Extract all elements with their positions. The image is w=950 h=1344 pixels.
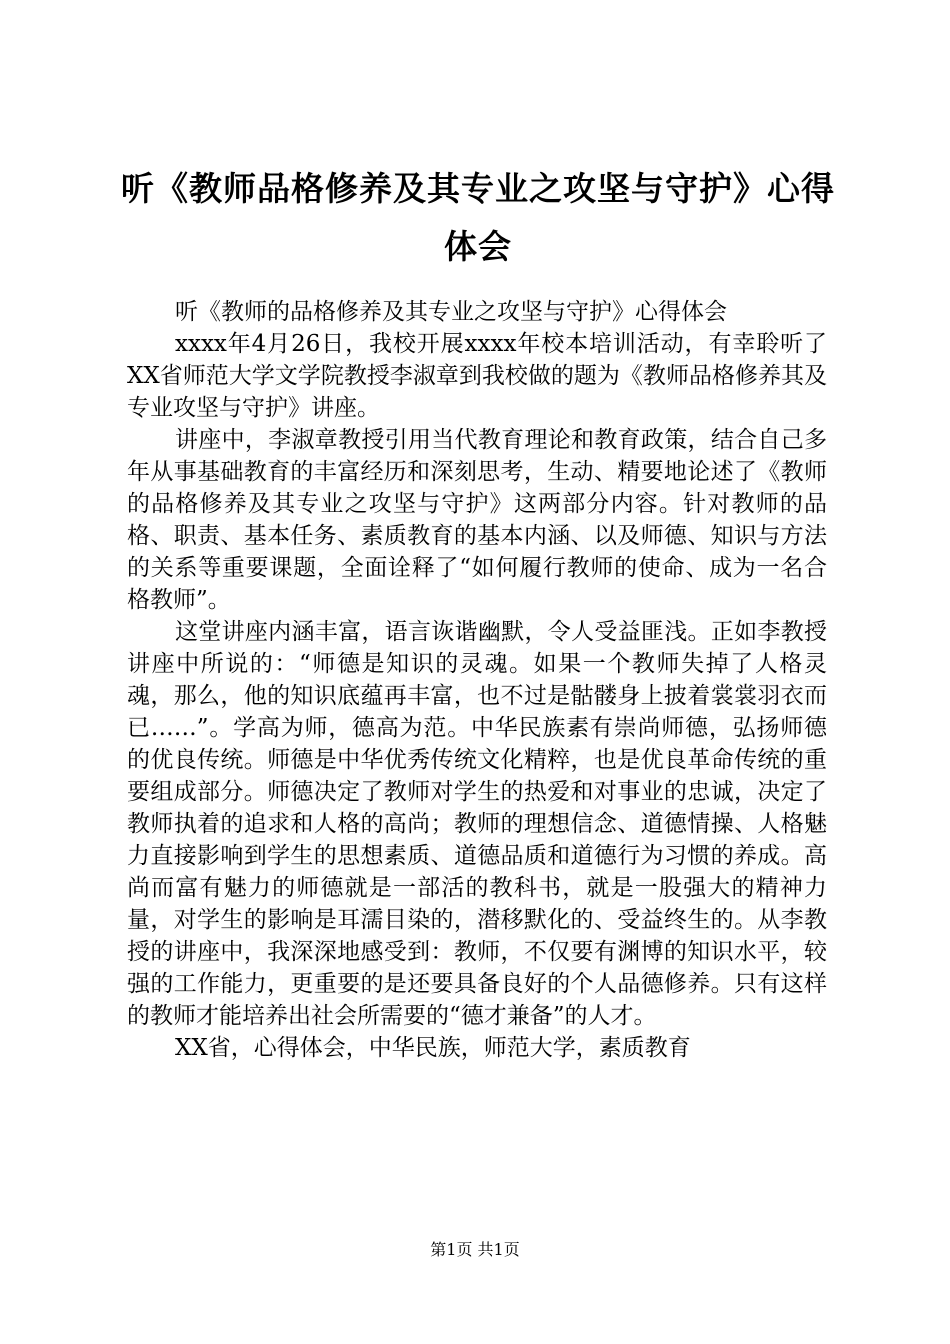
paragraph-reflection: 这堂讲座内涵丰富，语言诙谐幽默，令人受益匪浅。正如李教授讲座中所说的：“师德是知识的灵魂。如果一个教师失掉了人格灵魂，那么，他的知识底蕴再丰富，也不过是骷髅身上披着裳裳羽衣而已……”。学高为师，德高为范。中华民族素有崇尚师德，弘扬师德的优良传统。师德是中华优秀传统文化精粹，也是优良革命传统的重要组成部分。师德决定了教师对学生的热爱和对事业的忠诚，决定了教师执着的追求和人格的高尚；教师的理想信念、道德情操、人格魅力直接影响到学生的思想素质、道德品质和道德行为习惯的养成。高尚而富有魅力的师德就是一部活的教科书，就是一股强大的精神力量，对学生的影响是耳濡目染的，潜移默化的、受益终生的。从李教授的讲座中，我深深地感受到：教师，不仅要有渊博的知识水平，较强的工作能力，更重要的是还要具备良好的个人品德修养。只有这样的教师才能培养出社会所需要的“德才兼备”的人才。 [127,619,827,1029]
paragraph-keywords: XX省，心得体会，中华民族，师范大学，素质教育 [175,1035,691,1061]
page-footer: 第1页 共1页 [430,1240,520,1259]
paragraph-lecture-summary: 讲座中，李淑章教授引用当代教育理论和教育政策，结合自己多年从事基础教育的丰富经历和深刻思考，生动、精要地论述了《教师的品格修养及其专业之攻坚与守护》这两部分内容。针对教师的品格、职责、基本任务、素质教育的基本内涵、以及师德、知识与方法的关系等重要课题，全面诠释了“如何履行教师的使命、成为一名合格教师”。 [127,427,827,613]
paragraph-subtitle: 听《教师的品格修养及其专业之攻坚与守护》心得体会 [175,299,727,325]
document-body [127,296,827,1064]
document-title: 听《教师品格修养及其专业之攻坚与守护》心得体会 [121,169,835,266]
paragraph-intro: xxxx年4月26日，我校开展xxxx年校本培训活动，有幸聆听了XX省师范大学文学院教授李淑章到我校做的题为《教师品格修养其及专业攻坚与守护》讲座。 [127,331,827,421]
